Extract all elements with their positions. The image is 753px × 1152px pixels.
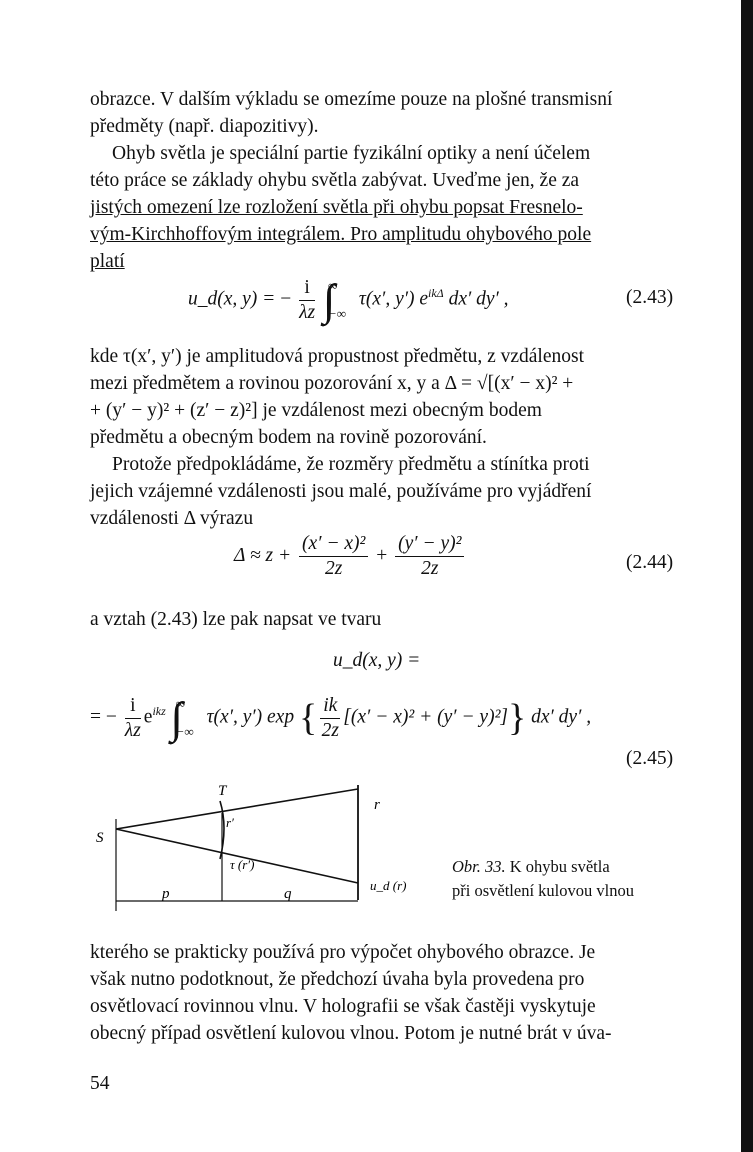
equation-2-44 bbox=[234, 532, 467, 581]
label-q: q bbox=[284, 886, 292, 902]
paragraph-1 bbox=[90, 86, 678, 140]
equation-number: (2.45) bbox=[626, 748, 674, 769]
equation-2-45-line1: u_d(x, y) = bbox=[333, 650, 421, 671]
eq-fraction bbox=[299, 532, 368, 581]
figure-caption bbox=[452, 855, 634, 903]
equation-number: (2.43) bbox=[626, 287, 674, 308]
label-tau: τ (r′) bbox=[230, 857, 255, 872]
lower-limit: −∞ bbox=[328, 306, 347, 321]
upper-limit: ∞ bbox=[328, 278, 338, 293]
frac-den: λz bbox=[299, 301, 316, 323]
paragraph-2 bbox=[90, 140, 678, 275]
text-line: osvětlovací rovinnou vlnu. V holografii se však častěji vyskytuje bbox=[90, 996, 596, 1017]
exponent: ikΔ bbox=[428, 285, 444, 300]
frac-den: 2z bbox=[325, 558, 343, 579]
paragraph-3 bbox=[90, 343, 678, 451]
equation-2-45: = − $\frac{i}{\lambda z}$ $e^{ikz}$ ∫∫ ∞ −∞ τ(x′, y′) exp { $\frac{ik}{2z}$ [(x′ − x)² + (y′ − y)²]} dx′ dy′ , bbox=[90, 690, 591, 746]
caption-line-2: při osvětlení kulovou vlnou bbox=[452, 881, 634, 900]
bracket-term: [(x′ − x)² + (y′ − y)²] bbox=[343, 706, 509, 728]
upper-limit: ∞ bbox=[175, 696, 185, 711]
text-line: obecný případ osvětlení kulovou vlnou. Potom je nutné brát v úva- bbox=[90, 1023, 612, 1044]
integral-limits bbox=[176, 690, 194, 746]
text-line: Ohyb světla je speciální partie fyzikální optiky a není účelem bbox=[112, 143, 591, 164]
figure-number: Obr. 33. bbox=[452, 857, 506, 876]
differentials: dx′ dy′ , bbox=[531, 706, 592, 728]
right-brace: } bbox=[508, 697, 527, 739]
eq-fraction bbox=[125, 694, 141, 743]
frac-num: i bbox=[125, 694, 141, 719]
text-line: a vztah (2.43) lze pak napsat ve tvaru bbox=[90, 609, 382, 630]
frac-num: ik bbox=[320, 694, 340, 719]
underlined-text-line: vým-Kirchhoffovým integrálem. Pro amplitudu ohybového pole bbox=[90, 224, 592, 245]
label-T: T bbox=[218, 783, 227, 799]
exponent: ikz bbox=[152, 703, 166, 718]
frac-den: 2z bbox=[421, 558, 439, 579]
text-line: Protože předpokládáme, že rozměry předmětu a stínítka proti bbox=[112, 454, 590, 475]
text-line: kde τ(x′, y′) je amplitudová propustnost předmětu, z vzdálenost bbox=[90, 346, 585, 367]
label-r-prime: r′ bbox=[226, 815, 234, 830]
integral-limits bbox=[328, 272, 346, 328]
eq-minus: − bbox=[280, 288, 292, 310]
label-S: S bbox=[96, 830, 104, 846]
eq-lead: = − bbox=[90, 706, 117, 728]
integrand: τ(x′, y′) exp bbox=[206, 706, 295, 728]
caption-line-1: K ohybu světla bbox=[509, 857, 610, 876]
eq-fraction bbox=[299, 276, 315, 325]
label-p: p bbox=[162, 886, 170, 902]
equation-2-43 bbox=[188, 272, 509, 328]
frac-num: (y′ − y)² bbox=[395, 532, 464, 557]
ray-top bbox=[116, 789, 358, 829]
frac-num: i bbox=[299, 276, 315, 301]
differentials: dx′ dy′ , bbox=[448, 288, 509, 310]
paragraph-6 bbox=[90, 939, 678, 1047]
text-line: předmětu a obecným bodem na rovině pozorování. bbox=[90, 427, 487, 448]
underlined-text-line: platí bbox=[90, 251, 125, 272]
text-line: jejich vzájemné vzdálenosti jsou malé, používáme pro vyjádření bbox=[90, 481, 592, 502]
lower-limit: −∞ bbox=[175, 724, 194, 739]
frac-den: 2z bbox=[321, 719, 339, 741]
text-line: kterého se prakticky používá pro výpočet ohybového obrazce. Je bbox=[90, 942, 596, 963]
label-ud: u_d (r) bbox=[370, 878, 407, 893]
underlined-text-line: jistých omezení lze rozložení světla při ohybu popsat Fresnelo- bbox=[90, 197, 583, 218]
ray-bottom bbox=[116, 829, 358, 883]
eq-lhs: u_d(x, y) = bbox=[188, 288, 276, 310]
equation-number: (2.44) bbox=[626, 552, 674, 573]
eq-fraction bbox=[320, 694, 340, 743]
eq-lhs: Δ ≈ z + bbox=[234, 544, 292, 566]
text-line: obrazce. V dalším výkladu se omezíme pouze na plošné transmisní bbox=[90, 89, 613, 110]
page-number: 54 bbox=[90, 1073, 110, 1094]
text-line: předměty (např. diapozitivy). bbox=[90, 116, 319, 137]
text-line: + (y′ − y)² + (z′ − z)²] je vzdálenost mezi obecným bodem bbox=[90, 400, 542, 421]
text-line: vzdálenosti Δ výrazu bbox=[90, 508, 254, 529]
integrand: τ(x′, y′) e bbox=[358, 288, 429, 310]
eq-plus: + bbox=[376, 544, 388, 566]
figure-33-diagram bbox=[92, 775, 437, 915]
eq-fraction bbox=[395, 532, 464, 581]
frac-num: (x′ − x)² bbox=[299, 532, 368, 557]
text-line: však nutno podotknout, že předchozí úvaha byla provedena pro bbox=[90, 969, 585, 990]
frac-den: λz bbox=[124, 719, 141, 741]
text-line: této práce se základy ohybu světla zabývat. Uveďme jen, že za bbox=[90, 170, 580, 191]
paragraph-5 bbox=[90, 606, 678, 633]
left-brace: { bbox=[298, 697, 318, 739]
text-line: mezi předmětem a rovinou pozorování x, y a Δ = √[(x′ − x)² + bbox=[90, 373, 574, 394]
paragraph-4 bbox=[90, 451, 678, 532]
label-r: r bbox=[374, 797, 380, 813]
book-spine-edge bbox=[741, 0, 753, 1152]
